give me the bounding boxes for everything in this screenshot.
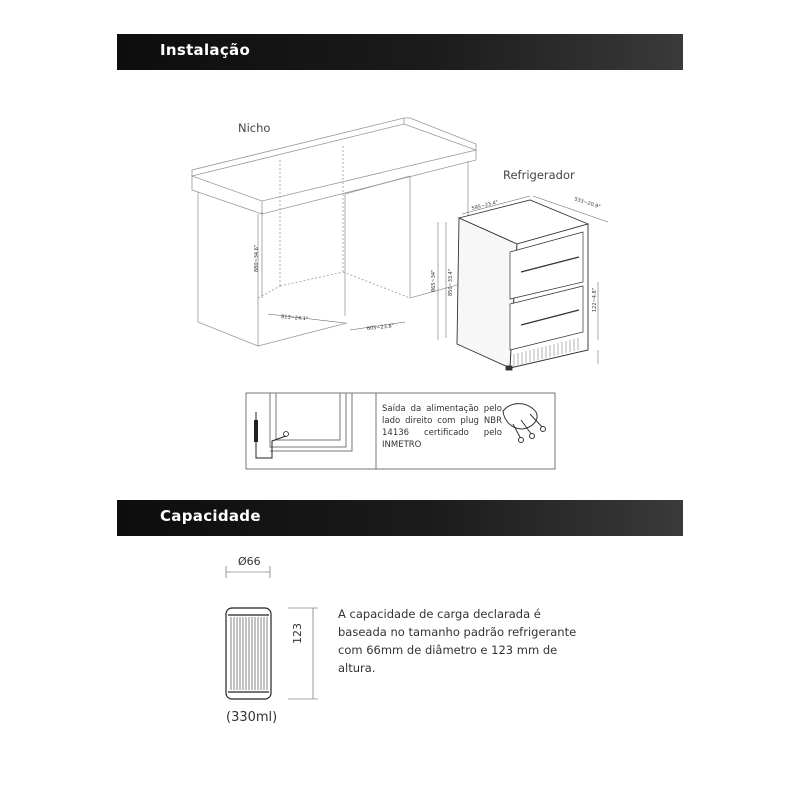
niche-height-dim: 880~34.6" [254, 244, 260, 272]
fridge-label: Refrigerador [503, 168, 575, 182]
fridge-height-max-dim: 865~34" [431, 269, 437, 292]
niche-width-dim: 605~23.8" [366, 323, 395, 332]
soda-can-icon [226, 608, 271, 699]
power-outlet-note: Saída da alimentação pelo lado direito com plug NBR 14136 certificado pelo INMETRO [382, 404, 502, 450]
plinth-height-dim: 122~4.8" [592, 288, 598, 312]
niche-label: Nicho [238, 121, 271, 135]
can-volume-label: (330ml) [226, 710, 278, 725]
niche-depth-dim: 813~24.1" [280, 314, 309, 323]
capacity-title: Capacidade [160, 507, 261, 525]
can-height-label: 123 [291, 623, 304, 644]
fridge-width-dim: 595~23.4" [471, 199, 499, 212]
installation-title: Instalação [160, 41, 251, 59]
fridge-depth-dim: 533~20.9" [573, 196, 602, 211]
fridge-height-min-dim: 850~33.4" [448, 268, 454, 296]
can-diameter-label: Ø66 [238, 555, 261, 568]
capacity-description: A capacidade de carga declarada é baseada no tamanho padrão refrigerante com 66mm de diâmetro e 123 mm de altura. [338, 607, 577, 675]
